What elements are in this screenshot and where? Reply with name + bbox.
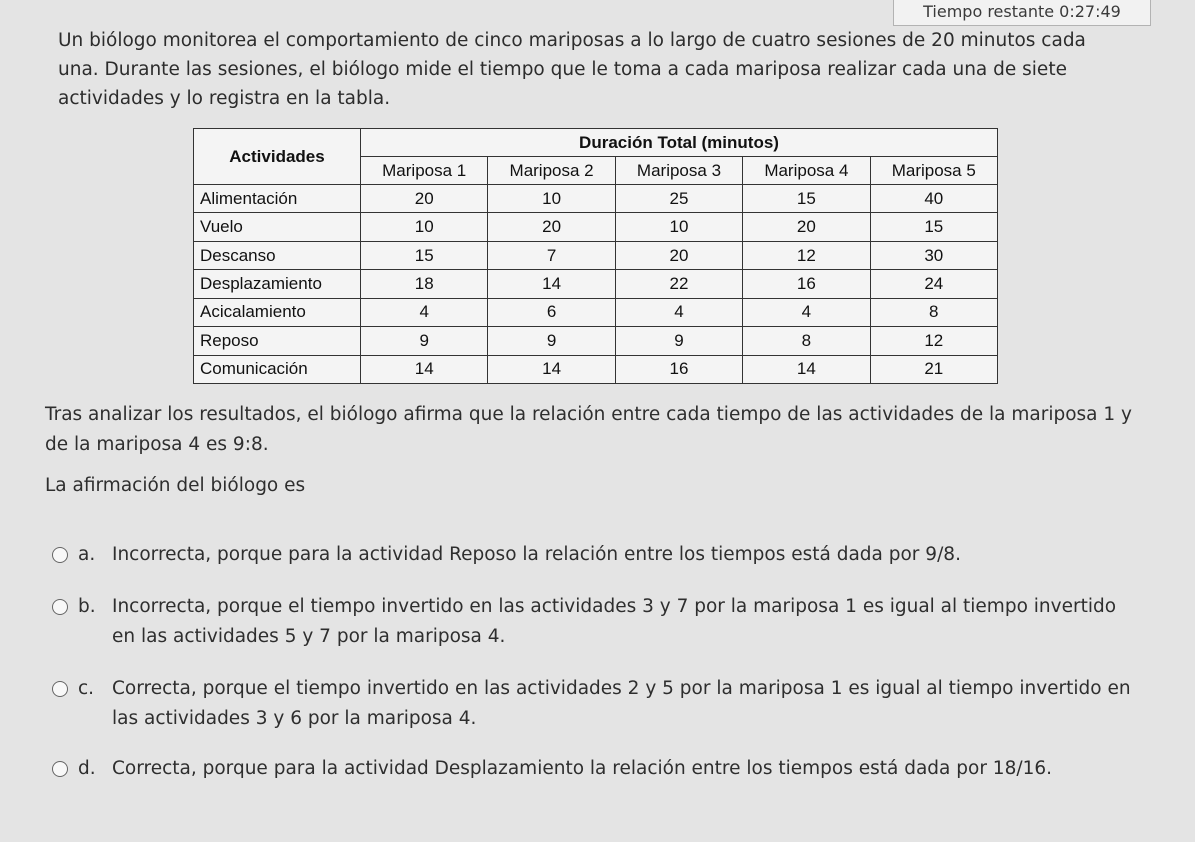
- question-intro-text: Un biólogo monitorea el comportamiento de cinco mariposas a lo largo de cuatro sesiones de 20 minutos cada una. Durante las sesiones, el biólogo mide el tiempo que le toma a cada mariposa realizar cada una de siete actividades y lo registra en la tabla.: [58, 30, 1086, 109]
- option-d[interactable]: [52, 754, 1162, 784]
- table-cell: 10: [615, 213, 742, 241]
- table-cell: 22: [615, 270, 742, 298]
- table-row: [194, 185, 998, 213]
- activity-name: Comunicación: [194, 355, 361, 383]
- table-header-row: [194, 129, 998, 157]
- option-a[interactable]: [52, 540, 1162, 570]
- statement-text: Tras analizar los resultados, el biólogo afirma que la relación entre cada tiempo de las actividades de la mariposa 1 y de la mariposa 4 es 9:8.: [45, 404, 1132, 455]
- activity-name: Reposo: [194, 327, 361, 355]
- option-b[interactable]: [52, 592, 1162, 652]
- butterfly-activity-table: [193, 128, 998, 384]
- table-cell: 14: [488, 355, 615, 383]
- table-cell: 9: [361, 327, 488, 355]
- question-prompt: La afirmación del biólogo es: [45, 475, 306, 496]
- table-cell: 20: [743, 213, 870, 241]
- table-row: [194, 355, 998, 383]
- time-remaining-label: Tiempo restante 0:27:49: [893, 0, 1151, 26]
- header-butterfly-3: Mariposa 3: [615, 157, 742, 185]
- table-cell: 18: [361, 270, 488, 298]
- option-text: Correcta, porque para la actividad Desplazamiento la relación entre los tiempos está dada por 18/16.: [112, 758, 1053, 779]
- table-row: [194, 241, 998, 269]
- option-letter: c.: [78, 678, 95, 699]
- table-cell: 21: [870, 355, 997, 383]
- table-cell: 9: [615, 327, 742, 355]
- table-cell: 10: [488, 185, 615, 213]
- table-cell: 7: [488, 241, 615, 269]
- header-butterfly-4: Mariposa 4: [743, 157, 870, 185]
- radio-button-icon[interactable]: [52, 599, 68, 615]
- table-cell: 30: [870, 241, 997, 269]
- option-text: Incorrecta, porque el tiempo invertido en las actividades 3 y 7 por la mariposa 1 es igual al tiempo invertido en las actividades 5 y 7 por la mariposa 4.: [112, 596, 1117, 647]
- option-letter: a.: [78, 544, 96, 565]
- activity-name: Desplazamiento: [194, 270, 361, 298]
- table-cell: 6: [488, 298, 615, 326]
- table-cell: 15: [361, 241, 488, 269]
- activity-name: Vuelo: [194, 213, 361, 241]
- table-cell: 14: [488, 270, 615, 298]
- table-cell: 20: [615, 241, 742, 269]
- table-cell: 4: [743, 298, 870, 326]
- table-cell: 4: [361, 298, 488, 326]
- option-text: Incorrecta, porque para la actividad Reposo la relación entre los tiempos está dada por 9/8.: [112, 544, 961, 565]
- table-cell: 9: [488, 327, 615, 355]
- table-cell: 8: [743, 327, 870, 355]
- header-butterfly-2: Mariposa 2: [488, 157, 615, 185]
- table-cell: 25: [615, 185, 742, 213]
- table-row: [194, 298, 998, 326]
- option-c[interactable]: [52, 674, 1162, 734]
- option-text: Correcta, porque el tiempo invertido en las actividades 2 y 5 por la mariposa 1 es igual al tiempo invertido en las actividades 3 y 6 por la mariposa 4.: [112, 678, 1131, 729]
- header-butterfly-5: Mariposa 5: [870, 157, 997, 185]
- table-cell: 15: [870, 213, 997, 241]
- table-cell: 20: [488, 213, 615, 241]
- radio-button-icon[interactable]: [52, 547, 68, 563]
- activity-name: Descanso: [194, 241, 361, 269]
- table-cell: 4: [615, 298, 742, 326]
- table-cell: 12: [870, 327, 997, 355]
- table-cell: 12: [743, 241, 870, 269]
- table-cell: 24: [870, 270, 997, 298]
- table-cell: 16: [615, 355, 742, 383]
- option-letter: d.: [78, 758, 96, 779]
- table-cell: 14: [743, 355, 870, 383]
- table-cell: 16: [743, 270, 870, 298]
- activity-name: Alimentación: [194, 185, 361, 213]
- activity-name: Acicalamiento: [194, 298, 361, 326]
- table-cell: 15: [743, 185, 870, 213]
- radio-button-icon[interactable]: [52, 761, 68, 777]
- radio-button-icon[interactable]: [52, 681, 68, 697]
- header-duration: Duración Total (minutos): [361, 129, 998, 157]
- table-row: [194, 327, 998, 355]
- table-row: [194, 213, 998, 241]
- table-cell: 20: [361, 185, 488, 213]
- answer-options: [52, 540, 1162, 784]
- header-butterfly-1: Mariposa 1: [361, 157, 488, 185]
- header-activities: Actividades: [194, 129, 361, 185]
- table-row: [194, 270, 998, 298]
- table-cell: 10: [361, 213, 488, 241]
- table-cell: 40: [870, 185, 997, 213]
- table-cell: 14: [361, 355, 488, 383]
- table-cell: 8: [870, 298, 997, 326]
- option-letter: b.: [78, 596, 96, 617]
